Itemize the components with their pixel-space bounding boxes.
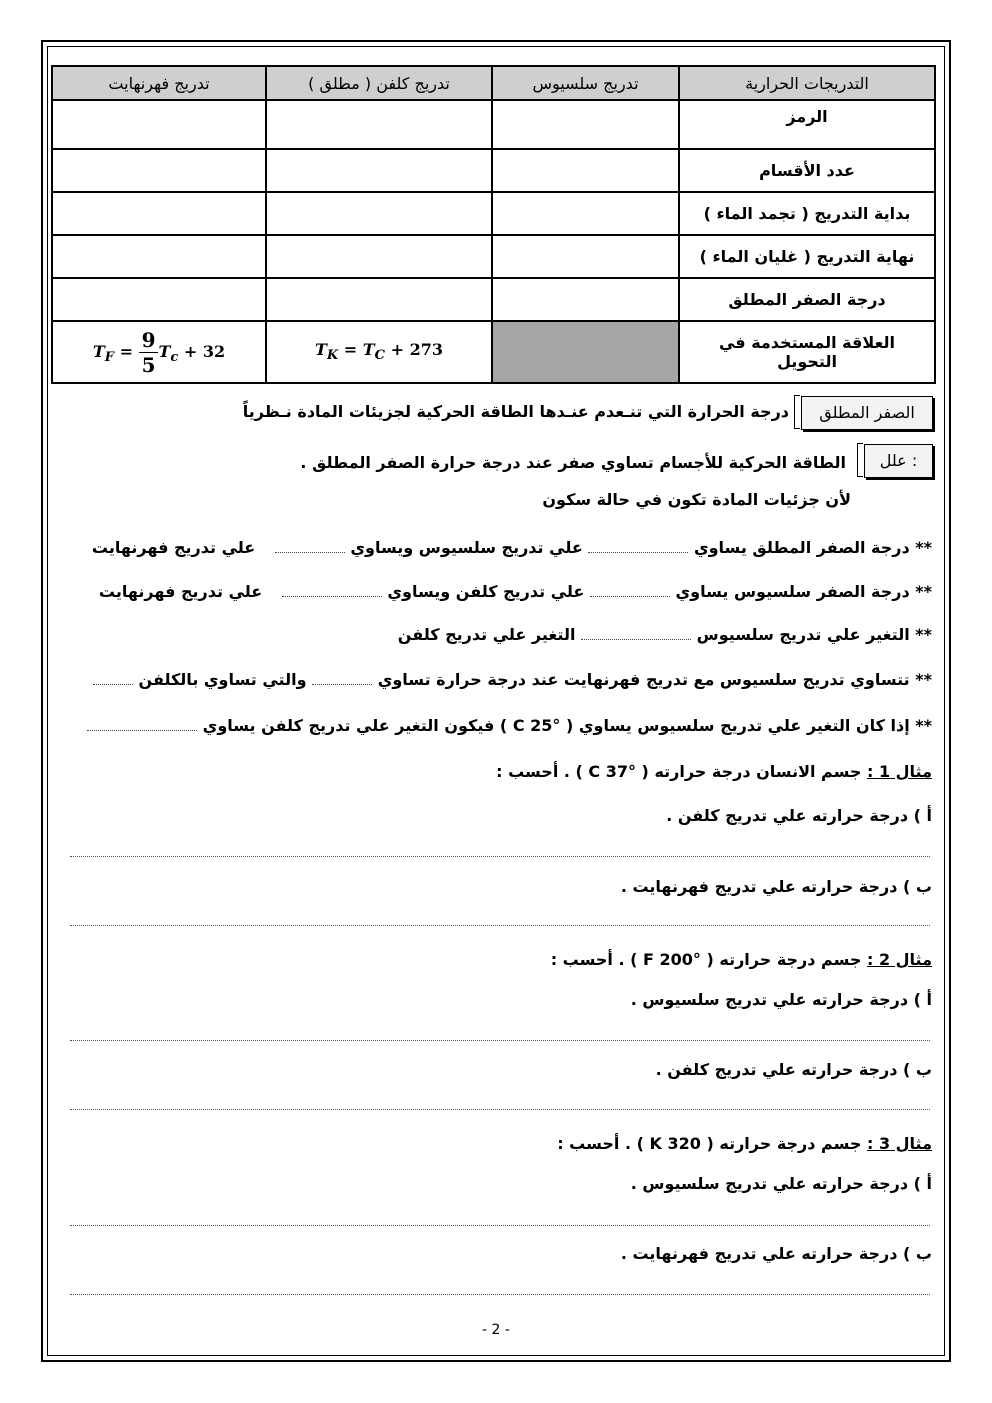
answer-line[interactable]	[70, 925, 930, 926]
answer-line[interactable]	[70, 1040, 930, 1041]
page-number: - 2 -	[482, 1322, 510, 1338]
answer-cell[interactable]	[52, 100, 266, 149]
answer-cell[interactable]	[266, 100, 492, 149]
answer-cell[interactable]	[492, 192, 679, 235]
header-scales: التدريجات الحرارية	[679, 66, 935, 100]
example-3-title: مثال 3 : جسم درجة حرارته ( 320 K ) . أحسب :	[557, 1134, 932, 1153]
table-row	[52, 321, 935, 383]
row-label-end: نهاية التدريج ( غليان الماء )	[679, 235, 935, 278]
shaded-cell	[492, 321, 679, 383]
answer-line[interactable]	[70, 856, 930, 857]
answer-cell[interactable]	[492, 100, 679, 149]
example-1-part-a: أ ) درجة حرارته علي تدريج كلفن .	[666, 806, 932, 825]
header-celsius: تدريج سلسيوس	[492, 66, 679, 100]
fahrenheit-formula: $T_F$ = $\frac{9}{5}$ $T_c + 32$	[52, 321, 266, 383]
table-row	[52, 192, 935, 235]
answer-cell[interactable]	[266, 235, 492, 278]
row-label-absolute-zero: درجة الصفر المطلق	[679, 278, 935, 321]
example-2-part-a: أ ) درجة حرارته علي تدريج سلسيوس .	[630, 990, 932, 1009]
table-row	[52, 235, 935, 278]
example-2-title: مثال 2 : جسم درجة حرارته ( °F 200 ) . أحسب :	[550, 950, 932, 969]
fill-line-5: ** إذا كان التغير علي تدريج سلسيوس يساوي ( °C 25 ) فيكون التغير علي تدريج كلفن يساوي	[87, 716, 932, 735]
definition-label-box: الصفر المطلق	[801, 396, 933, 430]
answer-cell[interactable]	[266, 278, 492, 321]
fill-line-1: ** درجة الصفر المطلق يساوي علي تدريج سلسيوس ويساوي علي تدريج فهرنهايت	[91, 538, 932, 557]
kelvin-formula: $T_K = T_C + 273$	[266, 321, 492, 383]
answer-line[interactable]	[70, 1225, 930, 1226]
fill-line-2: ** درجة الصفر سلسيوس يساوي علي تدريج كلفن ويساوي علي تدريج فهرنهايت	[98, 582, 932, 601]
header-fahrenheit: تدريج فهرنهايت	[52, 66, 266, 100]
definition-text: درجة الحرارة التي تنـعدم عنـدها الطاقة الحركية لجزيئات المادة نـظرياً	[242, 402, 789, 421]
table-row	[52, 149, 935, 192]
example-1-title: مثال 1 : جسم الانسان درجة حرارته ( °C 37 ) . أحسب :	[496, 762, 932, 781]
answer-line[interactable]	[70, 1109, 930, 1110]
answer-cell[interactable]	[266, 192, 492, 235]
answer-cell[interactable]	[52, 278, 266, 321]
fill-line-3: ** التغير علي تدريج سلسيوس التغير علي تدريج كلفن	[397, 625, 932, 644]
example-2-part-b: ب ) درجة حرارته علي تدريج كلفن .	[655, 1060, 932, 1079]
answer-cell[interactable]	[492, 149, 679, 192]
header-kelvin: تدريج كلفن ( مطلق )	[266, 66, 492, 100]
row-label-start: بداية التدريج ( تجمد الماء )	[679, 192, 935, 235]
temperature-scales-table	[51, 65, 936, 384]
fill-line-4: ** تتساوي تدريج سلسيوس مع تدريج فهرنهايت عند درجة حرارة تساوي والتي تساوي بالكلفن	[93, 670, 932, 689]
row-label-divisions: عدد الأقسام	[679, 149, 935, 192]
answer-line[interactable]	[70, 1294, 930, 1295]
example-3-part-a: أ ) درجة حرارته علي تدريج سلسيوس .	[630, 1174, 932, 1193]
reason-label-box: علل :	[864, 444, 933, 478]
row-label-conversion: العلاقة المستخدمة في التحويل	[679, 321, 935, 383]
answer-cell[interactable]	[52, 235, 266, 278]
answer-cell[interactable]	[266, 149, 492, 192]
answer-cell[interactable]	[492, 235, 679, 278]
table-row	[52, 278, 935, 321]
table-header-row	[52, 66, 935, 100]
answer-cell[interactable]	[492, 278, 679, 321]
answer-cell[interactable]	[52, 192, 266, 235]
table-row	[52, 100, 935, 149]
row-label-symbol: الرمز	[679, 100, 935, 149]
reason-text: الطاقة الحركية للأجسام تساوي صفر عند درجة حرارة الصفر المطلق .	[300, 453, 846, 472]
answer-cell[interactable]	[52, 149, 266, 192]
reason-answer: لأن جزئيات المادة تكون في حالة سكون	[542, 490, 851, 509]
example-1-part-b: ب ) درجة حرارته علي تدريج فهرنهايت .	[620, 877, 932, 896]
example-3-part-b: ب ) درجة حرارته علي تدريج فهرنهايت .	[620, 1244, 932, 1263]
